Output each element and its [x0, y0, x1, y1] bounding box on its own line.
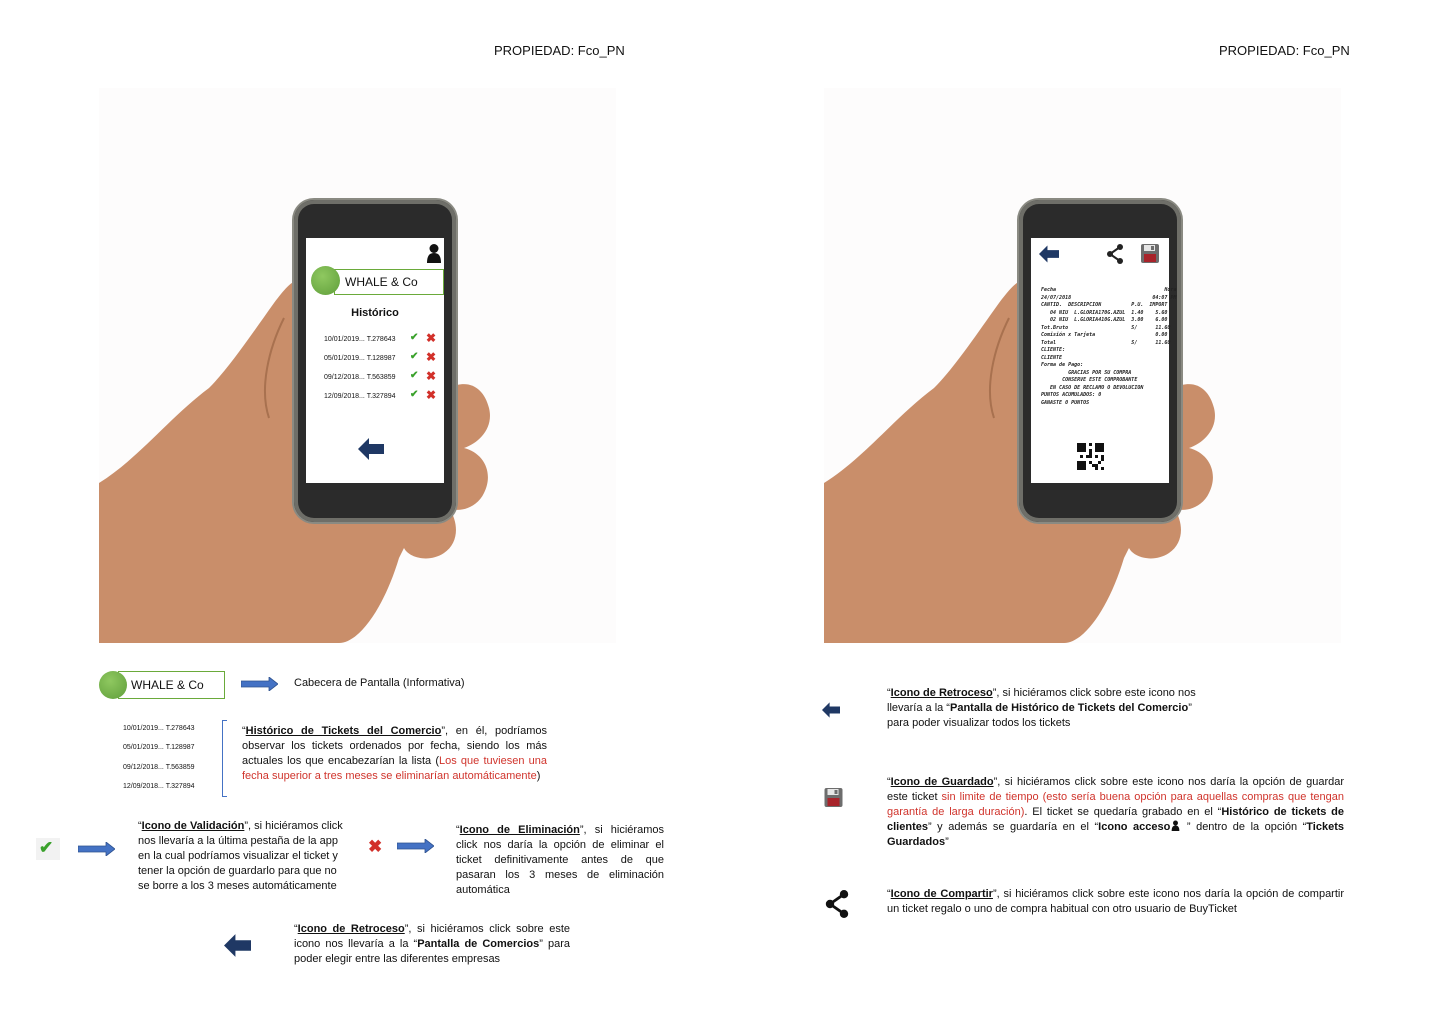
delete-icon[interactable]: ✖ [426, 369, 437, 383]
screen-title: Histórico [351, 307, 399, 319]
ticket-id: T.128987 [366, 355, 396, 362]
blue-arrow-icon [241, 677, 278, 691]
share-icon [824, 890, 850, 918]
ticket-id: T.278643 [366, 336, 396, 343]
delete-icon[interactable]: ✖ [426, 350, 437, 364]
bracket-divider [222, 720, 227, 797]
blue-arrow-icon [78, 842, 115, 856]
header-description: Cabecera de Pantalla (Informativa) [294, 677, 465, 689]
ticket-date: 12/09/2018... [324, 393, 365, 400]
left-property-label: PROPIEDAD: Fco_PN [494, 43, 625, 58]
ticket-date: 09/12/2018... [324, 374, 365, 381]
delete-icon[interactable]: ✖ [426, 331, 437, 345]
retroceso-description-right: “Icono de Retroceso”, si hiciéramos click sobre este icono nos llevaría a la “Pantalla de Histórico de Tickets del Comercio” para poder visualizar todos los tickets [887, 687, 1196, 729]
right-phone-photo [824, 88, 1341, 643]
delete-icon[interactable]: ✖ [426, 388, 437, 402]
check-icon[interactable]: ✔ [410, 389, 419, 400]
qr-code [1077, 443, 1104, 470]
delete-icon: ✖ [368, 837, 383, 856]
phone-screen-ticket [1031, 238, 1177, 483]
legend-logo-dot [99, 671, 127, 699]
legend-header-box [118, 671, 225, 699]
ticket-date: 05/01/2019... [324, 355, 365, 362]
save-icon[interactable] [1141, 244, 1159, 263]
user-access-icon[interactable] [427, 243, 441, 263]
ticket-id: T.327894 [366, 393, 396, 400]
legend-company-name: WHALE & Co [131, 678, 204, 692]
screen-header-box [334, 269, 444, 295]
back-arrow-icon [822, 702, 840, 718]
eliminacion-description: “Icono de Eliminación”, si hiciéramos click nos daría la opción de eliminar el ticket definitivamente antes de que pasaran los 3 meses de eliminación automática [456, 824, 664, 896]
check-icon[interactable]: ✔ [410, 351, 419, 362]
blue-arrow-icon [397, 839, 434, 853]
validacion-description: “Icono de Validación”, si hiciéramos click nos llevaría a la última pestaña de la app en la cual podríamos visualizar el ticket y tener la opción de guardarlo para que no se borre a los 3 meses automáticamente [138, 820, 343, 892]
user-access-icon [1171, 820, 1180, 831]
ticket-date: 10/01/2019... [324, 336, 365, 343]
company-name: WHALE & Co [345, 275, 418, 289]
phone-screen-historico [306, 238, 444, 483]
check-icon: ✔ [39, 838, 54, 857]
back-arrow-icon[interactable] [1039, 245, 1059, 263]
right-property-label: PROPIEDAD: Fco_PN [1219, 43, 1350, 58]
save-icon [824, 788, 843, 807]
guardado-description: “Icono de Guardado”, si hiciéramos click sobre este icono nos daría la opción de guardar este ticket sin limite de tiempo (esto sería buena opción para aquellas compras que tengan garantía de larga duración). El ticket se quedaría grabado en el “Histórico de tickets de clientes” y además se guardaría en el “Icono acceso ” dentro de la opción “Tickets Guardados” [887, 776, 1345, 848]
left-phone-photo [99, 88, 616, 643]
compartir-description: “Icono de Compartir”, si hiciéramos click sobre este icono nos daría la opción de compartir un ticket regalo o uno de compra habitual con otro usuario de BuyTicket [887, 888, 1345, 915]
receipt-text: Fecha Hora 24/07/2018 04:07 PM CANTID. DESCRIPCION P.U. IMPORT 04 NIU L.GLORIA170G.AZUL 1.40 5.60 02 NIU L.GLORIA410G.AZUL 3.00 6.00 Tot.Bruto S/ 11.60 Comisión x Tarjeta 0.00 Total S/ 11.60 CLIENTE: CLIENTE Forma de Pago: GRACIAS POR SU COMPRA CONSERVE ESTE COMPROBANTE EN CASO DE RECLAMO O DEVOLUCION PUNTOS ACUMULADOS: 0 GANASTE 0 PUNTOS [1041, 287, 1177, 406]
historico-description: “Histórico de Tickets del Comercio”, en él, podríamos observar los tickets ordenados por fecha, siendo los más actuales los que encabezarían la lista (Los que tuviesen una fecha superior a tres meses se eliminarían automáticamente) [242, 725, 547, 782]
company-logo-dot [311, 266, 340, 295]
ticket-id: T.563859 [366, 374, 396, 381]
check-icon[interactable]: ✔ [410, 332, 419, 343]
share-icon[interactable] [1106, 244, 1124, 264]
check-icon[interactable]: ✔ [410, 370, 419, 381]
retroceso-description-left: “Icono de Retroceso”, si hiciéramos click sobre este icono nos llevaría a la “Pantalla de Comercios” para poder elegir entre las diferentes empresas [294, 923, 571, 965]
back-arrow-icon[interactable] [358, 438, 384, 460]
back-arrow-icon [224, 934, 251, 957]
legend-check-icon-bg [36, 838, 60, 860]
